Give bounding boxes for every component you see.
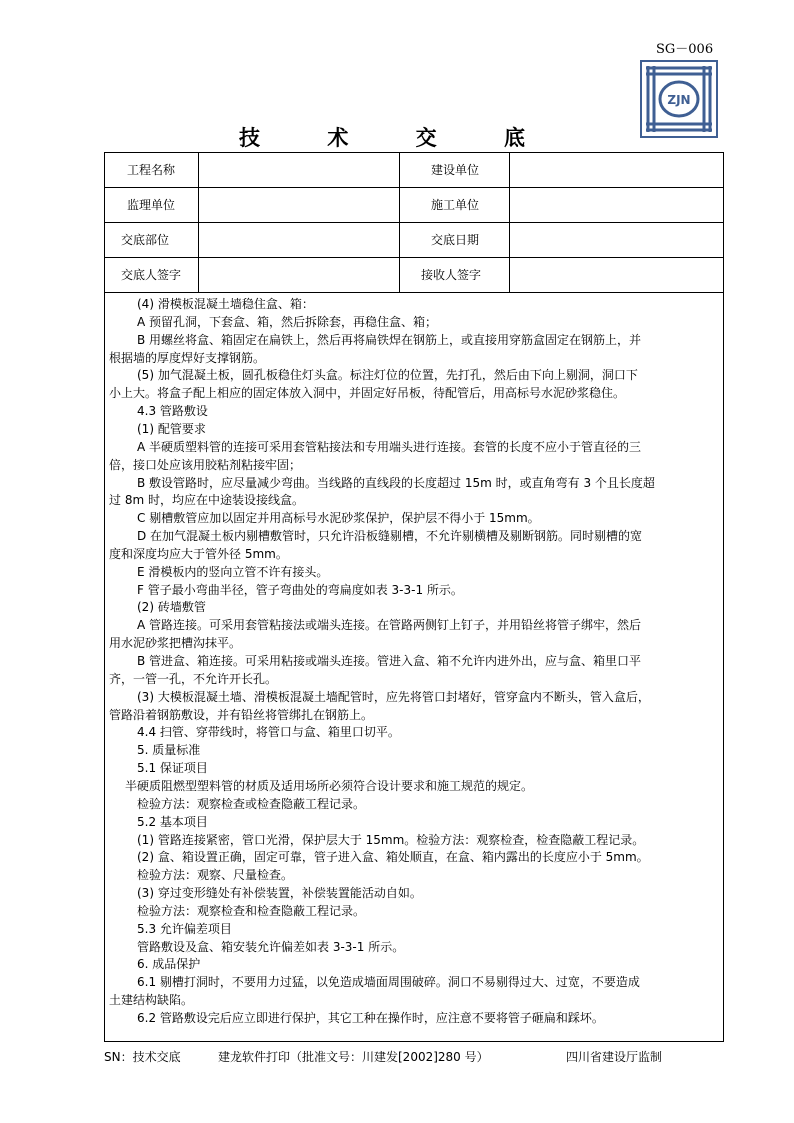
field-supervision-unit[interactable] [205,188,395,221]
field-construction-unit[interactable] [513,153,718,186]
label-handover-signature: 交底人签字 [121,268,182,282]
content-line: 度和深度均应大于管外径 5mm。 [109,546,288,561]
field-contractor-unit[interactable] [513,188,718,221]
content-line: 4.3 管路敷设 [137,404,208,419]
field-receiver-signature[interactable] [513,258,718,291]
content-line: 检验方法：观察检查和检查隐蔽工程记录。 [137,903,366,918]
content-line: 5.2 基本项目 [137,814,208,829]
field-project-name[interactable] [205,153,395,186]
label-receiver-signature: 接收人签字 [421,268,482,282]
label-handover-location: 交底部位 [121,233,170,247]
content-line: A 预留孔洞，下套盒、箱，然后拆除套，再稳住盒、箱； [137,314,438,329]
content-line: B 敷设管路时，应尽量减少弯曲。当线路的直线段的长度超过 15m 时，或直角弯有 3 个且长度超 [137,475,655,490]
document-code: SG－006 [656,42,714,57]
field-handover-signature[interactable] [205,258,395,291]
content-line: 齐，一管一孔，不允许开长孔。 [109,671,278,686]
content-line: (5) 加气混凝土板，圆孔板稳住灯头盒。标注灯位的位置，先打孔，然后由下向上剔洞，洞口下 [137,368,638,383]
field-handover-location[interactable] [205,223,395,256]
content-line: (3) 大模板混凝土墙、滑模板混凝土墙配管时，应先将管口封堵好，管穿盒内不断头，管入盒后， [137,689,650,704]
content-line: (4) 滑模板混凝土墙稳住盒、箱： [137,297,314,311]
content-line: A 管路连接。可采用套管粘接法或端头连接。在管路两侧钉上钉子，并用铅丝将管子绑牢，然后 [137,618,642,633]
content-line: 6.2 管路敷设完后应立即进行保护，其它工种在操作时，应注意不要将管子砸扁和踩坏。 [137,1011,604,1025]
document-frame [104,152,724,1042]
footer-supervisor: 四川省建设厅监制 [566,1050,663,1064]
content-line: (3) 穿过变形缝处有补偿装置，补偿装置能活动自如。 [137,886,422,901]
content-line: 管路敷设及盒、箱安装允许偏差如表 3-3-1 所示。 [137,939,405,954]
label-handover-date: 交底日期 [431,233,480,247]
content-line: E 滑模板内的竖向立管不许有接头。 [137,564,329,579]
content-line: (1) 管路连接紧密，管口光滑，保护层大于 15mm。检验方法：观察检查，检查隐蔽工程记录。 [137,832,645,847]
content-line: A 半硬质塑料管的连接可采用套管粘接法和专用端头进行连接。套管的长度不应小于管直径的三 [137,439,642,454]
content-line: F 管子最小弯曲半径，管子弯曲处的弯扁度如表 3-3-1 所示。 [137,582,463,597]
page-title: 技 术 交 底 [239,125,555,150]
content-line: B 管进盒、箱连接。可采用粘接或端头连接。管进入盒、箱不允许内进外出，应与盒、箱里口平 [137,654,642,668]
content-line: 检验方法：观察、尺量检查。 [137,868,294,883]
logo-text: ZJN [667,93,691,107]
content-line: 6.1 剔槽打洞时，不要用力过猛，以免造成墙面周围破碎。洞口不易剔得过大、过宽，不要造成 [137,975,640,990]
content-line: 5.1 保证项目 [137,761,208,776]
label-contractor-unit: 施工单位 [431,198,480,212]
content-line: 过 8m 时，均应在中途装设接线盒。 [109,493,304,508]
content-line: (2) 砖墙敷管 [137,600,206,615]
footer-sn: SN：技术交底 [104,1050,181,1064]
field-handover-date[interactable] [513,223,718,256]
content-line: 土建结构缺陷。 [109,993,194,1008]
content-line: 小上大。将盒子配上相应的固定体放入洞中，并固定好吊板，待配管后，用高标号水泥砂浆稳住。 [109,386,626,401]
content-line: 倍，接口处应该用胶粘剂粘接牢固； [109,457,302,472]
content-line: 根据墙的厚度焊好支撑钢筋。 [109,350,266,365]
content-line: 半硬质阻燃型塑料管的材质及适用场所必须符合设计要求和施工规范的规定。 [125,778,534,793]
content-line: (2) 盒、箱设置正确，固定可靠，管子进入盒、箱处顺直，在盒、箱内露出的长度应小于 5mm。 [137,850,649,865]
content-line: (1) 配管要求 [137,421,206,436]
content-line: 5.3 允许偏差项目 [137,921,232,936]
content-line: 检验方法：观察检查或检查隐蔽工程记录。 [137,796,366,811]
content-line: 5. 质量标准 [137,743,201,758]
content-line: B 用螺丝将盒、箱固定在扁铁上，然后再将扁铁焊在钢筋上，或直接用穿筋盒固定在钢筋上，并 [137,332,642,347]
content-line: 管路沿着钢筋敷设，并有铅丝将管绑扎在钢筋上。 [109,707,374,722]
label-supervision-unit: 监理单位 [127,198,176,212]
content-line: C 剔槽敷管应加以固定并用高标号水泥砂浆保护，保护层不得小于 15mm。 [137,511,540,526]
label-project-name: 工程名称 [127,163,176,177]
label-construction-unit: 建设单位 [431,163,480,177]
content-line: D 在加气混凝土板内剔槽敷管时，只允许沿板缝剔槽，不允许剔横槽及剔断钢筋。同时剔槽的宽 [137,529,643,544]
content-line: 6. 成品保护 [137,957,201,972]
content-line: 4.4 扫管、穿带线时，将管口与盒、箱里口切平。 [137,725,400,740]
footer-software-print: 建龙软件打印（批准文号：川建发[2002]280 号） [218,1050,489,1064]
content-line: 用水泥砂浆把槽沟抹平。 [109,636,242,651]
